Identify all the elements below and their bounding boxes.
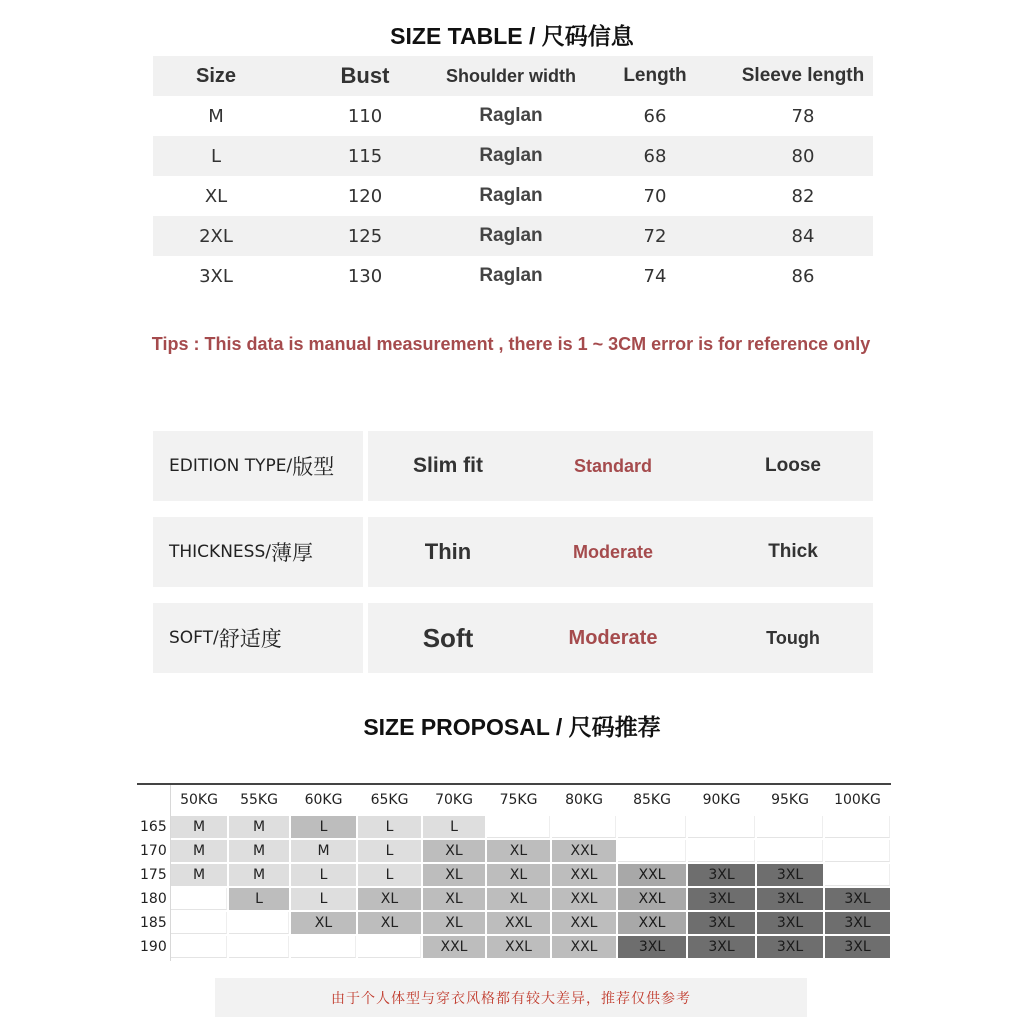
size-recommendation-cell: 3XL — [688, 888, 755, 910]
size-recommendation-cell: 3XL — [757, 912, 823, 934]
cell-shoulder: Raglan — [479, 265, 543, 286]
attribute-options — [368, 517, 873, 587]
attribute-label — [153, 431, 363, 501]
weight-header: 55KG — [240, 792, 278, 808]
recommendation-note: 由于个人体型与穿衣风格都有较大差异，推荐仅供参考 — [215, 978, 807, 1017]
size-table-title: SIZE TABLE / 尺码信息 — [390, 23, 634, 49]
size-recommendation-cell: 3XL — [757, 864, 823, 886]
cell-shoulder: Raglan — [479, 105, 543, 126]
size-recommendation-cell — [688, 840, 755, 862]
cell-shoulder: Raglan — [479, 225, 543, 246]
size-recommendation-cell — [825, 864, 890, 886]
grid-axis-divider — [170, 785, 171, 961]
header-sleeve-length: Sleeve length — [741, 65, 865, 86]
size-recommendation-cell — [171, 936, 227, 958]
size-recommendation-cell: M — [229, 816, 289, 838]
table-row — [153, 256, 873, 296]
size-table — [153, 56, 873, 296]
size-recommendation-cell: 3XL — [618, 936, 686, 958]
size-recommendation-cell: L — [358, 816, 421, 838]
size-recommendation-cell: XXL — [618, 888, 686, 910]
size-recommendation-cell — [358, 936, 421, 958]
size-recommendation-cell: L — [291, 816, 356, 838]
size-recommendation-cell — [229, 936, 289, 958]
cell-size: M — [208, 105, 224, 127]
height-label: 190 — [140, 939, 167, 955]
size-recommendation-cell: M — [229, 864, 289, 886]
attribute-row-edition-type — [153, 431, 873, 501]
size-recommendation-cell: 3XL — [688, 864, 755, 886]
size-recommendation-cell — [229, 912, 289, 934]
size-recommendation-cell: XL — [423, 840, 485, 862]
size-recommendation-cell: XL — [423, 864, 485, 886]
size-recommendation-cell: 3XL — [688, 912, 755, 934]
header-length: Length — [623, 65, 687, 86]
size-recommendation-cell: M — [229, 840, 289, 862]
cell-bust: 110 — [347, 105, 383, 127]
size-recommendation-cell: XXL — [552, 912, 616, 934]
size-recommendation-cell: L — [229, 888, 289, 910]
header-size: Size — [195, 64, 237, 87]
cell-sleeve: 80 — [791, 145, 815, 167]
attribute-label-en: THICKNESS/ — [169, 542, 271, 562]
size-table-header-row — [153, 56, 873, 96]
cell-size: L — [210, 145, 222, 167]
cell-size: 3XL — [199, 265, 233, 287]
attribute-label — [153, 517, 363, 587]
weight-header: 90KG — [702, 792, 741, 808]
size-recommendation-cell — [618, 840, 686, 862]
weight-header: 75KG — [499, 792, 538, 808]
table-row — [153, 216, 873, 256]
size-recommendation-cell: XXL — [423, 936, 485, 958]
weight-header: 65KG — [370, 792, 409, 808]
option-loose: Loose — [765, 455, 821, 476]
attribute-options — [368, 603, 873, 673]
size-recommendation-cell: XXL — [552, 840, 616, 862]
table-row — [153, 136, 873, 176]
size-recommendation-cell: XL — [291, 912, 356, 934]
attribute-label-en: SOFT/ — [169, 628, 219, 648]
cell-sleeve: 86 — [791, 265, 815, 287]
cell-length: 66 — [643, 105, 667, 127]
size-recommendation-cell: M — [171, 816, 227, 838]
size-recommendation-cell: XL — [487, 864, 550, 886]
attribute-label-cn: 舒适度 — [218, 627, 282, 651]
size-recommendation-cell: 3XL — [825, 936, 890, 958]
size-recommendation-cell — [618, 816, 686, 838]
size-recommendation-cell: 3XL — [825, 912, 890, 934]
tips-text: Tips : This data is manual measurement , there is 1 ~ 3CM error is for reference only — [151, 334, 871, 354]
size-recommendation-cell — [825, 840, 890, 862]
size-recommendation-cell: XXL — [618, 864, 686, 886]
size-recommendation-cell: L — [291, 888, 356, 910]
height-label: 180 — [140, 891, 167, 907]
cell-shoulder: Raglan — [479, 185, 543, 206]
size-recommendation-cell — [825, 816, 890, 838]
cell-sleeve: 78 — [791, 105, 815, 127]
size-recommendation-cell: 3XL — [757, 936, 823, 958]
size-recommendation-cell: XXL — [552, 864, 616, 886]
option-standard: Standard — [573, 455, 652, 476]
size-recommendation-cell — [552, 816, 616, 838]
cell-length: 70 — [643, 185, 667, 207]
option-moderate: Moderate — [568, 626, 658, 649]
weight-header: 80KG — [565, 792, 603, 808]
cell-bust: 115 — [347, 145, 383, 167]
cell-bust: 130 — [347, 265, 383, 287]
table-row — [153, 96, 873, 136]
size-recommendation-cell — [757, 816, 823, 838]
header-bust: Bust — [340, 63, 390, 88]
height-label: 175 — [140, 867, 167, 883]
height-label: 170 — [140, 843, 167, 859]
size-recommendation-cell: XL — [487, 840, 550, 862]
size-recommendation-cell: L — [358, 864, 421, 886]
size-recommendation-cell: XL — [358, 912, 421, 934]
size-recommendation-cell: L — [291, 864, 356, 886]
size-recommendation-cell: XL — [358, 888, 421, 910]
size-recommendation-cell — [757, 840, 823, 862]
cell-length: 68 — [643, 145, 667, 167]
size-recommendation-cell: M — [171, 840, 227, 862]
attribute-options — [368, 431, 873, 501]
height-label: 185 — [140, 915, 167, 931]
cell-shoulder: Raglan — [479, 145, 543, 166]
size-recommendation-cell: 3XL — [825, 888, 890, 910]
weight-header: 100KG — [834, 792, 881, 808]
size-recommendation-cell: XL — [423, 912, 485, 934]
size-recommendation-cell — [487, 816, 550, 838]
option-thick: Thick — [768, 541, 818, 562]
option-moderate: Moderate — [572, 541, 653, 562]
cell-sleeve: 82 — [791, 185, 815, 207]
size-recommendation-cell: XL — [487, 888, 550, 910]
size-recommendation-cell — [688, 816, 755, 838]
height-label: 165 — [140, 819, 167, 835]
weight-header: 50KG — [180, 792, 218, 808]
table-row — [153, 176, 873, 216]
cell-size: 2XL — [199, 225, 233, 247]
attribute-label — [153, 603, 363, 673]
size-recommendation-cell — [171, 912, 227, 934]
size-recommendation-cell — [291, 936, 356, 958]
weight-header: 70KG — [435, 792, 473, 808]
size-recommendation-cell: M — [171, 864, 227, 886]
option-soft: Soft — [422, 622, 474, 653]
size-recommendation-cell: L — [358, 840, 421, 862]
size-recommendation-cell: XL — [423, 888, 485, 910]
size-recommendation-cell: 3XL — [757, 888, 823, 910]
attribute-label-cn: 薄厚 — [270, 541, 313, 565]
size-recommendation-cell — [171, 888, 227, 910]
attribute-row-thickness — [153, 517, 873, 587]
option-thin: Thin — [424, 539, 472, 564]
cell-length: 74 — [643, 265, 667, 287]
weight-header: 85KG — [633, 792, 671, 808]
weight-header: 60KG — [304, 792, 343, 808]
option-slim-fit: Slim fit — [412, 454, 483, 477]
size-recommendation-cell: XXL — [487, 912, 550, 934]
size-recommendation-cell: L — [423, 816, 485, 838]
size-proposal-title: SIZE PROPOSAL / 尺码推荐 — [363, 714, 661, 740]
option-tough: Tough — [766, 627, 820, 648]
size-proposal-grid — [137, 783, 891, 961]
header-shoulder-width: Shoulder width — [446, 65, 576, 86]
size-recommendation-cell: XXL — [552, 888, 616, 910]
attribute-label-cn: 版型 — [292, 455, 335, 479]
cell-bust: 125 — [347, 225, 383, 247]
cell-sleeve: 84 — [791, 225, 815, 247]
size-recommendation-cell: 3XL — [688, 936, 755, 958]
size-recommendation-cell: XXL — [618, 912, 686, 934]
attribute-label-en: EDITION TYPE/ — [169, 456, 293, 476]
cell-size: XL — [204, 185, 228, 207]
size-recommendation-cell: XXL — [552, 936, 616, 958]
size-recommendation-cell: XXL — [487, 936, 550, 958]
cell-bust: 120 — [347, 185, 383, 207]
cell-length: 72 — [643, 225, 667, 247]
weight-header: 95KG — [771, 792, 809, 808]
attribute-row-soft — [153, 603, 873, 673]
size-recommendation-cell: M — [291, 840, 356, 862]
